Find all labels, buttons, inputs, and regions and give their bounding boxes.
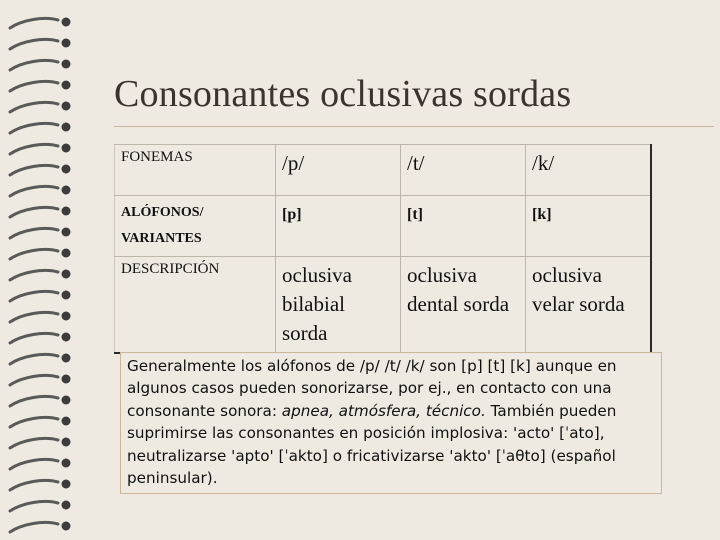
table-row-alofonos [115,196,652,257]
spiral-ring [10,333,58,343]
spiral-ring [10,396,58,406]
cell-fonema-t: /t/ [401,145,526,196]
spiral-ring [10,207,58,217]
cell-descripcion-p: oclusiva bilabial sorda [276,257,401,354]
spiral-ring [10,186,58,196]
spiral-hole [62,60,71,69]
spiral-hole [62,18,71,27]
title-underline [114,126,714,127]
spiral-binding [0,0,80,540]
spiral-ring [10,228,58,238]
spiral-hole [62,459,71,468]
note-examples: apnea, atmósfera, técnico. [281,401,486,420]
spiral-ring [10,81,58,91]
cell-alofono-t: [t] [401,196,526,257]
phoneme-table [114,144,652,354]
spiral-hole [62,291,71,300]
spiral-hole [62,228,71,237]
spiral-hole [62,207,71,216]
spiral-ring [10,123,58,133]
cell-fonema-p: /p/ [276,145,401,196]
spiral-ring [10,270,58,280]
spiral-ring [10,60,58,70]
spiral-hole [62,144,71,153]
cell-alofono-p: [p] [276,196,401,257]
spiral-ring [10,480,58,490]
note-text-1: Generalmente los alófonos de /p/ /t/ /k/ son [p] [t] [k] aunque en algunos casos pueden sonorizarse, por ej., en contacto con una consonante sonora: [127,357,617,420]
spiral-ring [10,102,58,112]
spiral-ring [10,522,58,532]
row-label-descripcion: DESCRIPCIÓN [115,257,276,354]
spiral-ring [10,501,58,511]
spiral-ring [10,459,58,469]
cell-fonema-k: /k/ [526,145,652,196]
spiral-hole [62,522,71,531]
spiral-hole [62,102,71,111]
note-text-2: También pueden suprimirse las consonantes en posición implosiva: 'acto' [ˈato], neutralizarse 'apto' [ˈakto] o fricativizarse 'akto' [ˈaθto] (español peninsular). [127,401,617,488]
cell-alofono-k: [k] [526,196,652,257]
row-label-fonemas: FONEMAS [115,145,276,196]
spiral-ring [10,417,58,427]
spiral-hole [62,39,71,48]
spiral-ring [10,354,58,364]
spiral-hole [62,396,71,405]
spiral-ring [10,312,58,322]
spiral-ring [10,249,58,259]
spiral-hole [62,123,71,132]
spiral-hole [62,501,71,510]
spiral-ring [10,291,58,301]
explanation-note [120,352,662,494]
spiral-ring [10,39,58,49]
spiral-hole [62,480,71,489]
spiral-ring [10,438,58,448]
cell-descripcion-k: oclusiva velar sorda [526,257,652,354]
cell-descripcion-t: oclusiva dental sorda [401,257,526,354]
spiral-ring [10,18,58,28]
spiral-hole [62,375,71,384]
spiral-hole [62,81,71,90]
slide-title: Consonantes oclusivas sordas [114,73,572,115]
spiral-hole [62,270,71,279]
spiral-ring [10,375,58,385]
spiral-hole [62,438,71,447]
spiral-hole [62,165,71,174]
row-label-alofonos: ALÓFONOS/ VARIANTES [115,196,276,257]
spiral-hole [62,249,71,258]
spiral-hole [62,333,71,342]
spiral-ring [10,144,58,154]
spiral-ring [10,165,58,175]
spiral-hole [62,186,71,195]
table-row-descripcion [115,257,652,354]
spiral-hole [62,312,71,321]
table-row-fonemas [115,145,652,196]
spiral-hole [62,417,71,426]
spiral-hole [62,354,71,363]
